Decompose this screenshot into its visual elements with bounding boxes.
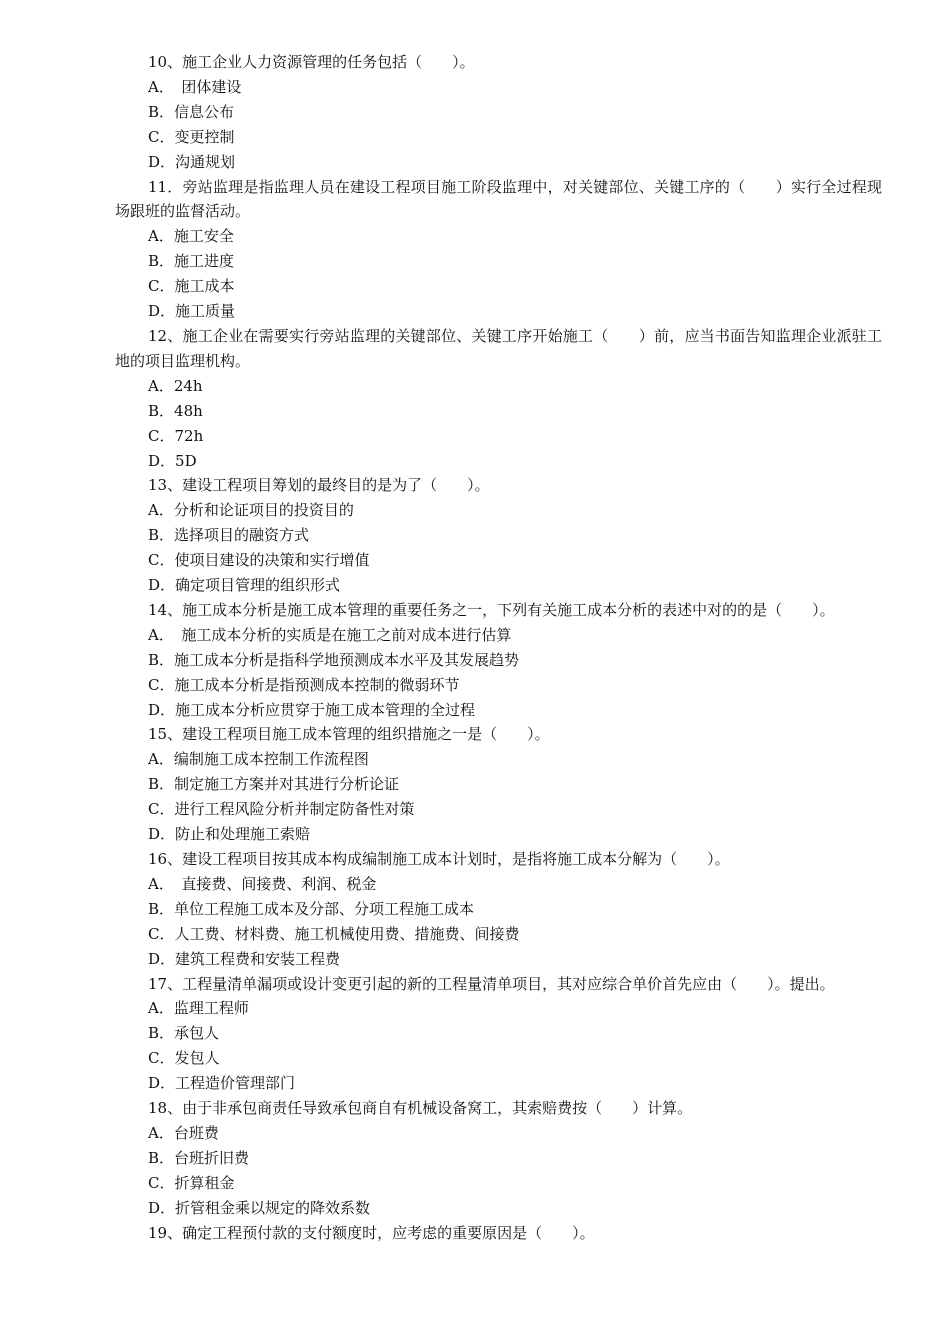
- answer-option: C．使项目建设的决策和实行增值: [148, 551, 370, 570]
- question-stem: 17、工程量清单漏项或设计变更引起的新的工程量清单项目，其对应综合单价首先应由（ ）。提出。: [148, 974, 835, 993]
- answer-option: C．72h: [148, 426, 204, 445]
- answer-option: D．建筑工程费和安装工程费: [148, 949, 341, 968]
- answer-option: A．24h: [148, 376, 203, 395]
- answer-option: B．施工成本分析是指科学地预测成本水平及其发展趋势: [148, 650, 520, 669]
- question-block: [115, 847, 882, 972]
- answer-option: B．选择项目的融资方式: [148, 526, 310, 545]
- answer-option: D．施工成本分析应贯穿于施工成本管理的全过程: [148, 700, 476, 719]
- question-block: [115, 175, 882, 324]
- answer-option: D．确定项目管理的组织形式: [148, 576, 341, 595]
- question-stem: 14、施工成本分析是施工成本管理的重要任务之一，下列有关施工成本分析的表述中对的的是（ ）。: [148, 600, 835, 619]
- question-stem: 15、建设工程项目施工成本管理的组织措施之一是（ ）。: [148, 725, 550, 744]
- answer-option: B．台班折旧费: [148, 1148, 250, 1167]
- question-block: [115, 50, 882, 175]
- answer-option: A． 直接费、间接费、利润、税金: [148, 874, 377, 893]
- question-block: [115, 598, 882, 723]
- answer-option: C．变更控制: [148, 127, 235, 146]
- answer-option: A．分析和论证项目的投资目的: [148, 501, 354, 520]
- answer-option: D．防止和处理施工索赔: [148, 825, 311, 844]
- answer-option: B．施工进度: [148, 252, 235, 271]
- question-block: [115, 1096, 882, 1221]
- answer-option: D．施工质量: [148, 302, 236, 321]
- question-stem: 18、由于非承包商责任导致承包商自有机械设备窝工，其索赔费按（ ）计算。: [148, 1099, 693, 1118]
- answer-option: D．工程造价管理部门: [148, 1074, 296, 1093]
- answer-option: A．施工安全: [148, 227, 234, 246]
- question-stem: 19、确定工程预付款的支付额度时，应考虑的重要原因是（ ）。: [148, 1223, 595, 1242]
- answer-option: B．单位工程施工成本及分部、分项工程施工成本: [148, 899, 475, 918]
- question-block: [115, 473, 882, 598]
- answer-option: C．折算租金: [148, 1173, 235, 1192]
- question-stem: 12、施工企业在需要实行旁站监理的关键部位、关键工序开始施工（ ）前，应当书面告知监理企业派驻工地的项目监理机构。: [115, 326, 882, 370]
- answer-option: A．监理工程师: [148, 999, 249, 1018]
- answer-option: C．施工成本分析是指预测成本控制的微弱环节: [148, 675, 460, 694]
- answer-option: C．人工费、材料费、施工机械使用费、措施费、间接费: [148, 924, 520, 943]
- answer-option: C．进行工程风险分析并制定防备性对策: [148, 800, 415, 819]
- answer-option: B．承包人: [148, 1024, 220, 1043]
- answer-option: A． 团体建设: [148, 77, 242, 96]
- question-stem: 11．旁站监理是指监理人员在建设工程项目施工阶段监理中，对关键部位、关键工序的（ ）实行全过程现场跟班的监督活动。: [115, 177, 882, 221]
- question-block: [115, 1221, 882, 1246]
- answer-option: B．制定施工方案并对其进行分析论证: [148, 775, 400, 794]
- answer-option: D．折管租金乘以规定的降效系数: [148, 1198, 371, 1217]
- question-stem: 16、建设工程项目按其成本构成编制施工成本计划时，是指将施工成本分解为（ ）。: [148, 850, 730, 868]
- question-block: [115, 972, 882, 1097]
- question-block: [115, 324, 882, 473]
- answer-option: B．48h: [148, 401, 203, 420]
- answer-option: A．台班费: [148, 1123, 219, 1142]
- question-block: [115, 722, 882, 847]
- answer-option: B．信息公布: [148, 102, 235, 121]
- answer-option: A．编制施工成本控制工作流程图: [148, 750, 369, 769]
- question-stem: 10、施工企业人力资源管理的任务包括（ ）。: [148, 53, 475, 71]
- answer-option: D．5D: [148, 451, 197, 470]
- question-list: [115, 50, 882, 1246]
- answer-option: A． 施工成本分析的实质是在施工之前对成本进行估算: [148, 625, 512, 644]
- question-stem: 13、建设工程项目筹划的最终目的是为了（ ）。: [148, 476, 490, 495]
- answer-option: D．沟通规划: [148, 152, 236, 171]
- answer-option: C．施工成本: [148, 277, 235, 296]
- answer-option: C．发包人: [148, 1049, 220, 1068]
